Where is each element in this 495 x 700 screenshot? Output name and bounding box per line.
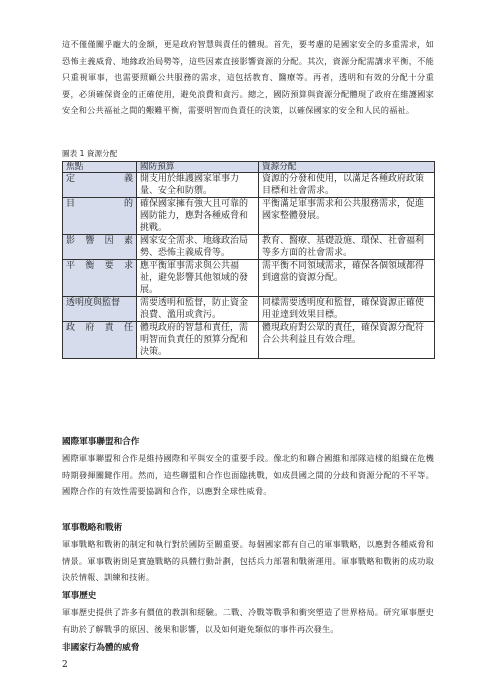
section-body: 軍事歷史提供了許多有價值的教訓和經驗。二戰、冷戰等戰爭和衝突塑造了世界格局。研究軍事歷史有助於了解戰爭的原因、後果和影響，以及如何避免類似的事件再次發生。 <box>62 607 434 634</box>
row-allocation: 資源的分發和使用，以滿足各種政府政策目標和社會需求。 <box>259 173 435 198</box>
row-focus: 透明度與監督 <box>63 297 137 322</box>
section-body: 軍事戰略和戰術的制定和執行對於國防至關重要。每個國家都有自己的軍事戰略，以應對各種威脅和情景。軍事戰術則是實施戰略的具體行動計劃，包括兵力部署和戰術運用。軍事戰略和戰術的成功取決於情報、訓練和技術。 <box>62 539 434 582</box>
intro-paragraph: 這不僅僅關乎龐大的金額，更是政府智慧與責任的體現。首先，要考慮的是國家安全的多重需求，如恐怖主義威脅、地緣政治局勢等，這些因素直接影響資源的分配。其次，資源分配需講求平衡，不能只重視軍事，也需要照顧公共服務的需求，這包括教育、醫療等。再者，透明和有效的分配十分重要，必須確保資金的正確使用，避免浪費和貪污。總之，國防預算與資源分配體現了政府在維護國家安全和公共福祉之間的艱難平衡，需要明智而負責任的決策，以確保國家的安全和人民的福祉。 <box>62 39 434 115</box>
row-focus: 目的 <box>63 198 137 235</box>
row-focus: 政府責任 <box>63 322 137 359</box>
section-heading: 國際軍事聯盟和合作 <box>62 437 140 447</box>
table-row <box>63 173 435 198</box>
section-heading: 軍事歷史 <box>62 591 97 601</box>
row-allocation: 平衡滿足軍事需求和公共服務需求，促進國家整體發展。 <box>259 198 435 235</box>
row-allocation: 同樣需要透明度和監督，確保資源正確使用並達到效果目標。 <box>259 297 435 322</box>
table-row <box>63 260 435 297</box>
section-heading: 軍事戰略和戰術 <box>62 523 123 533</box>
row-budget: 體現政府的智慧和責任，需明智而負責任的預算分配和決策。 <box>137 322 259 359</box>
resource-table <box>62 161 435 359</box>
header-allocation: 資源分配 <box>259 162 435 173</box>
header-focus: 焦點 <box>63 162 137 173</box>
row-budget: 應平衡軍事需求與公共福祉，避免影響其他領域的發展。 <box>137 260 259 297</box>
table-row <box>63 322 435 359</box>
row-budget: 開支用於維護國家軍事力量、安全和防禦。 <box>137 173 259 198</box>
section-body: 國際軍事聯盟和合作是維持國際和平與安全的重要手段。像北約和聯合國維和部隊這樣的組織在危機時期發揮關鍵作用。然而，這些聯盟和合作也面臨挑戰，如成員國之間的分歧和資源分配的不平等。國際合作的有效性需要協調和合作，以應對全球性威脅。 <box>62 453 434 496</box>
table-row <box>63 198 435 235</box>
table-row <box>63 235 435 260</box>
row-allocation: 需平衡不同領域需求，確保各個領域都得到適當的資源分配。 <box>259 260 435 297</box>
row-budget: 國家安全需求、地緣政治局勢、恐怖主義威脅等。 <box>137 235 259 260</box>
row-allocation: 體現政府對公眾的責任，確保資源分配符合公共利益且有效合理。 <box>259 322 435 359</box>
section-heading: 非國家行為體的威脅 <box>62 643 140 653</box>
page-number: 2 <box>62 660 68 670</box>
row-focus: 影響因素 <box>63 235 137 260</box>
row-budget: 確保國家擁有強大且可靠的國防能力，應對各種威脅和挑戰。 <box>137 198 259 235</box>
table-caption: 圖表 1 資源分配 <box>62 149 118 158</box>
table-header-row <box>63 162 435 173</box>
row-focus: 平衡要求 <box>63 260 137 297</box>
row-allocation: 教育、醫療、基礎設施、環保、社會福利等多方面的社會需求。 <box>259 235 435 260</box>
row-focus: 定義 <box>63 173 137 198</box>
table-row <box>63 297 435 322</box>
row-budget: 需要透明和監督，防止資金浪費、濫用或貪污。 <box>137 297 259 322</box>
header-budget: 國防預算 <box>137 162 259 173</box>
